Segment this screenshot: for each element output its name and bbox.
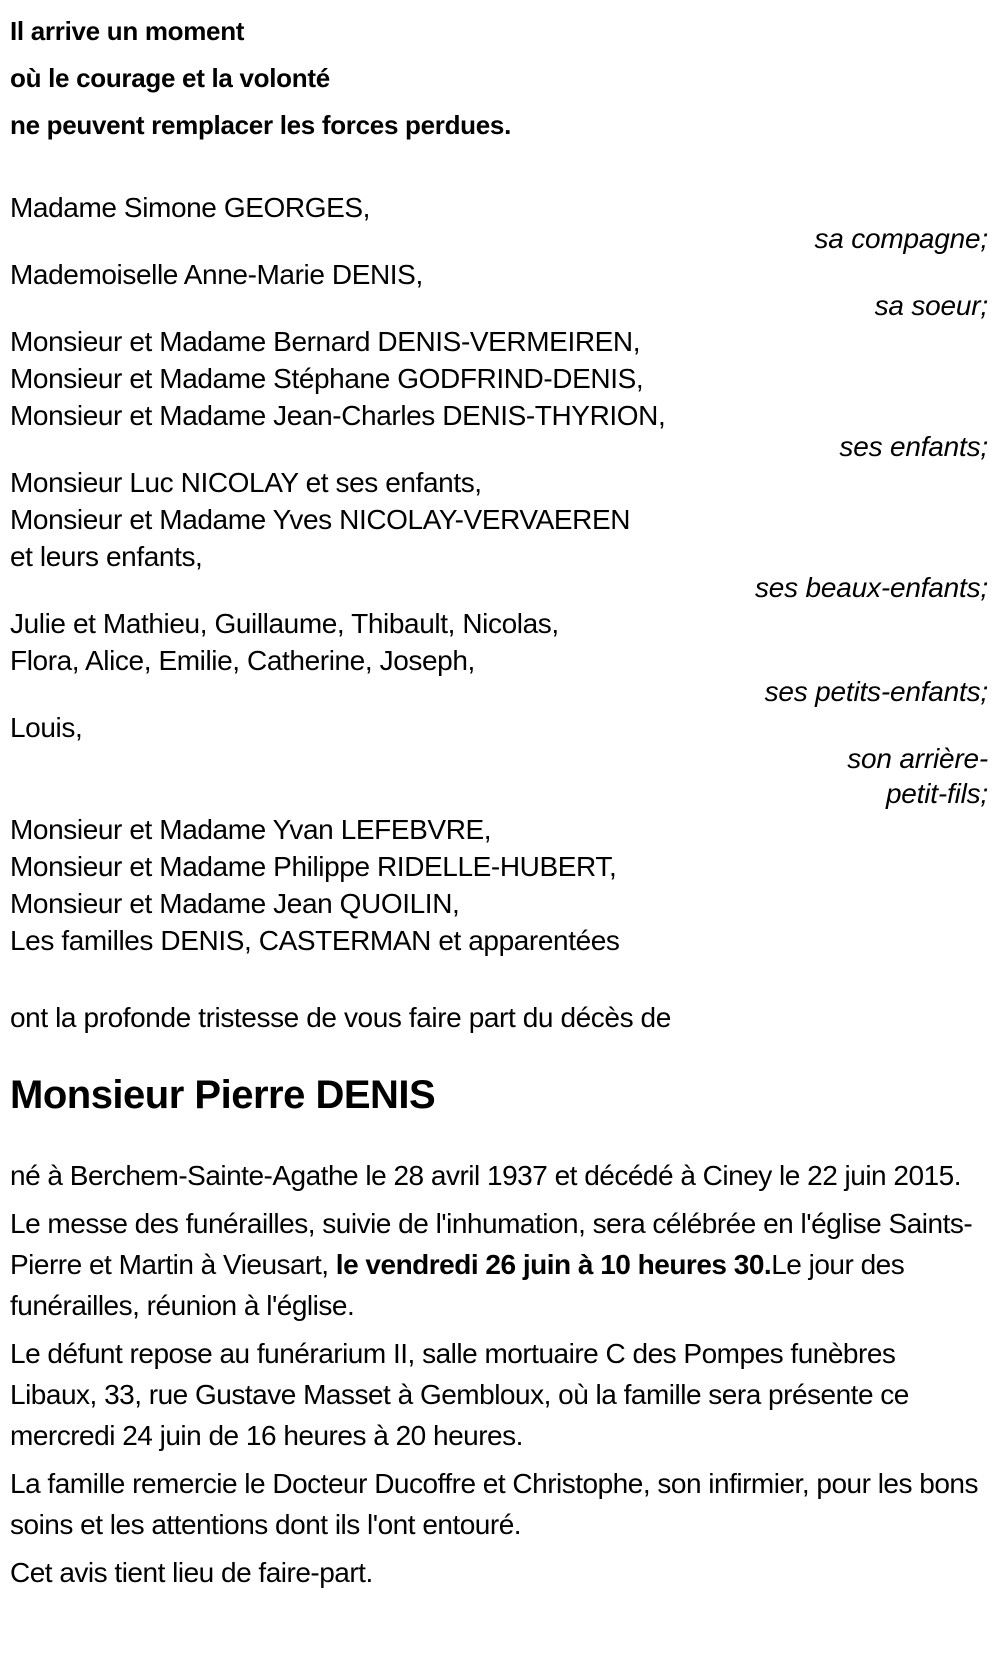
relation-label: sa soeur; [874,290,988,321]
epigraph-line: ne peuvent remplacer les forces perdues. [10,110,511,140]
paragraph-funeral [10,1203,988,1326]
relative-group-beaux-enfants [10,464,988,601]
relative-name: Les familles DENIS, CASTERMAN et apparentées [10,925,620,956]
paragraph-birth-death: né à Berchem-Sainte-Agathe le 28 avril 1937 et décédé à Ciney le 22 juin 2015. [10,1160,961,1191]
relative-name: Monsieur et Madame Philippe RIDELLE-HUBERT, [10,851,617,882]
relative-group-arriere-petit-fils [10,709,988,807]
paragraph-thanks: La famille remercie le Docteur Ducoffre et Christophe, son infirmier, pour les bons soins et les attentions dont ils l'ont entouré. [10,1468,978,1540]
relatives-list [10,189,988,959]
relative-name: Monsieur et Madame Yvan LEFEBVRE, [10,814,492,845]
announcement-sentence: ont la profonde tristesse de vous faire part du décès de [10,1002,671,1033]
epigraph [10,8,988,149]
epigraph-line: Il arrive un moment [10,16,245,46]
deceased-name: Monsieur Pierre DENIS [10,1073,436,1117]
relative-group-familles [10,811,988,959]
relative-group-compagne [10,189,988,252]
relative-name: Monsieur et Madame Bernard DENIS-VERMEIREN, [10,326,641,357]
epigraph-line: où le courage et la volonté [10,63,330,93]
relation-label: ses petits-enfants; [764,676,988,707]
funeral-text-post: Le jour des funérailles, réunion à l'église. [10,1249,905,1321]
relation-label: ses enfants; [839,431,988,462]
relation-label: ses beaux-enfants; [755,572,988,603]
relation-label: sa compagne; [814,223,988,254]
relation-label: petit-fils; [885,778,988,809]
relative-name: Monsieur et Madame Stéphane GODFRIND-DENIS, [10,363,644,394]
funeral-text-pre: Le messe des funérailles, suivie de l'inhumation, sera célébrée en l'église Saints-Pierre et Martin à Vieusart, [10,1208,973,1280]
relative-group-enfants [10,323,988,460]
relative-group-petits-enfants [10,605,988,705]
relative-name: Flora, Alice, Emilie, Catherine, Joseph, [10,645,475,676]
funeral-date-bold: le vendredi 26 juin à 10 heures 30. [335,1249,772,1280]
relative-name: Monsieur et Madame Yves NICOLAY-VERVAEREN [10,504,631,535]
relative-name: Mademoiselle Anne-Marie DENIS, [10,259,423,290]
relative-name: Julie et Mathieu, Guillaume, Thibault, Nicolas, [10,608,559,639]
relative-name: Monsieur et Madame Jean QUOILIN, [10,888,460,919]
paragraph-repose: Le défunt repose au funérarium II, salle mortuaire C des Pompes funèbres Libaux, 33, rue Gustave Masset à Gembloux, où la famille sera présente ce mercredi 24 juin de 16 heures à 20 heures. [10,1338,909,1451]
relative-name: Madame Simone GEORGES, [10,192,370,223]
relative-name: Monsieur Luc NICOLAY et ses enfants, [10,467,482,498]
relative-group-soeur [10,256,988,319]
relative-name: et leurs enfants, [10,541,203,572]
relative-name: Louis, [10,712,83,743]
paragraph-notice: Cet avis tient lieu de faire-part. [10,1557,373,1588]
relative-name: Monsieur et Madame Jean-Charles DENIS-THYRION, [10,400,666,431]
relation-label: son arrière- [847,743,988,774]
